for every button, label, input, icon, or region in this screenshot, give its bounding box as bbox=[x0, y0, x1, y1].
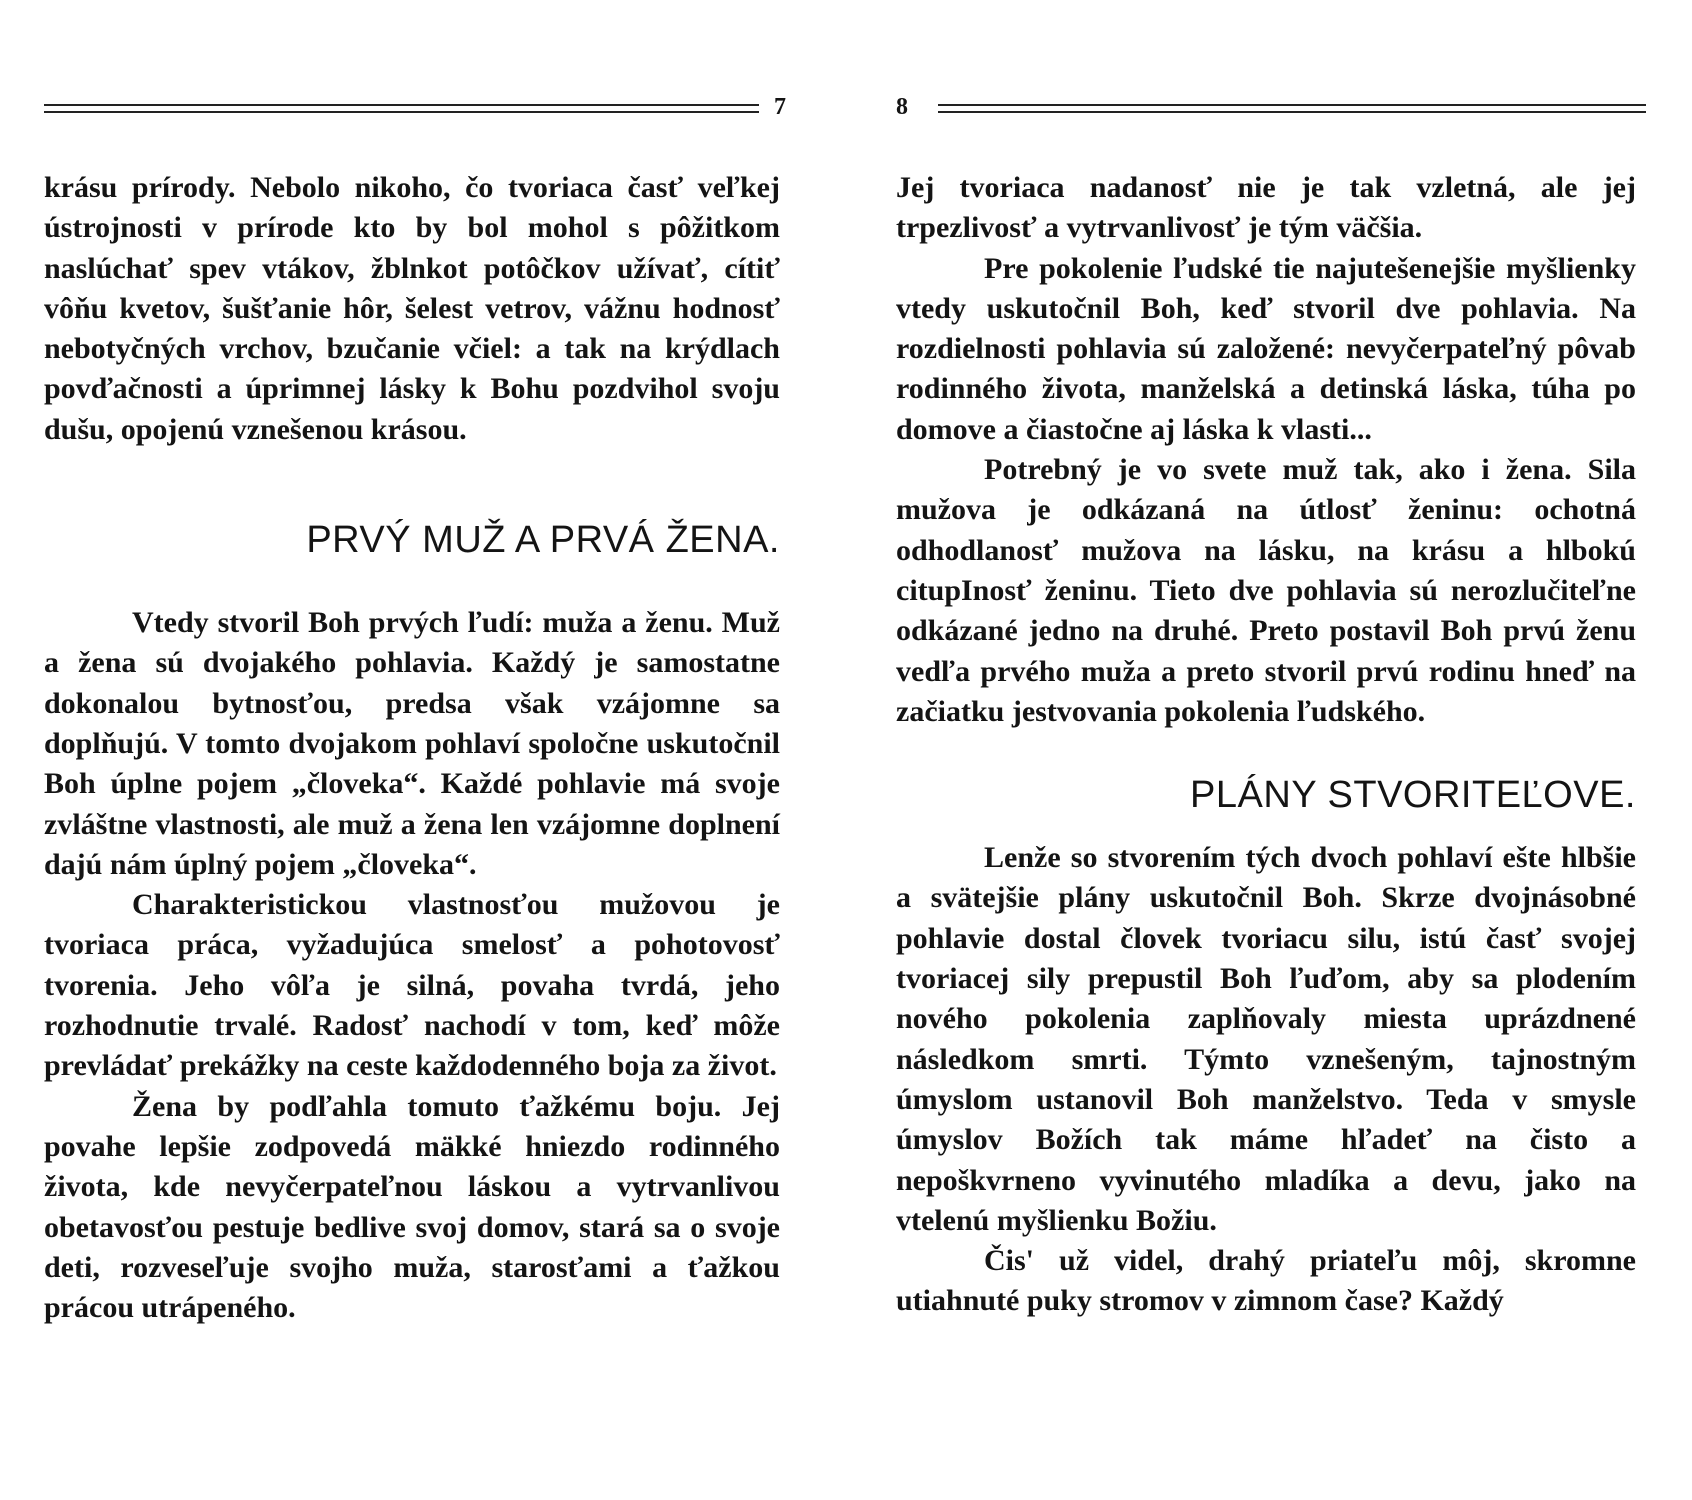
paragraph: Charakteristickou vlastnosťou mužovou je tvoriaca práca, vyžadujúca smelosť a pohotovosť tvorenia. Jeho vôľa je silná, povaha tvrdá, jeho rozhodnutie trvalé. Radosť nachodí v tom, keď môže prevládať prekážky na ceste každodenného boja za život. bbox=[44, 888, 780, 1083]
paragraph: Jej tvoriaca nadanosť nie je tak vzletná, ale jej trpezlivosť a vytrvanlivosť je tým väčšia. bbox=[896, 171, 1636, 245]
paragraph: krásu prírody. Nebolo nikoho, čo tvoriaca časť veľkej ústrojnosti v prírode kto by bol mohol s pôžitkom naslúchať spev vtákov, žblnkot potôčkov užívať, cítiť vôňu kvetov, šušťanie hôr, šelest vetrov, vážnu hodnosť nebotyčných vrchov, bzučanie včiel: a tak na krýdlach povďačnosti a úprimnej lásky k Bohu pozdvihol svoju dušu, opojenú vznešenou krásou. bbox=[44, 171, 780, 446]
paragraph: Lenže so stvorením tých dvoch pohlaví ešte hlbšie a svätejšie plány uskutočnil Boh. Skrze dvojnásobné pohlavie dostal človek tvoriacu silu, istú časť svojej tvoriacej sily prepustil Boh ľuďom, aby sa plodením nového pokolenia zaplňovaly miesta uprázdnené následkom smrti. Týmto vznešeným, tajnostným úmyslom ustanovil Boh manželstvo. Teda v smysle úmyslov Božích tak máme hľadeť na čisto a nepoškvrneno vyvinutého mladíka a devu, jako na vtelenú myšlienku Božiu. bbox=[896, 841, 1636, 1237]
section-heading: PRVÝ MUŽ A PRVÁ ŽENA. bbox=[306, 519, 780, 562]
paragraph: Čis' už videl, drahý priateľu môj, skromne utiahnuté puky stromov v zimnom čase? Každý bbox=[896, 1244, 1636, 1318]
header-rule bbox=[938, 104, 1646, 113]
left-running-head bbox=[44, 92, 814, 128]
right-page bbox=[896, 0, 1646, 1500]
right-running-head bbox=[896, 92, 1646, 128]
page-number: 8 bbox=[896, 94, 908, 120]
left-text-block bbox=[44, 168, 780, 1328]
paragraph: Potrebný je vo svete muž tak, ako i žena. Sila mužova je odkázaná na útlosť ženinu: ochotná odhodlanosť mužova na lásku, na krásu a hlbokú citupInosť ženinu. Tieto dve pohlavia sú nerozlučiteľne odkázané jedno na druhé. Preto postavil Boh prvú ženu vedľa prvého muža a preto stvoril prvú rodinu hneď na začiatku jestvovania pokolenia ľudského. bbox=[896, 453, 1636, 728]
paragraph: Pre pokolenie ľudské tie najutešenejšie myšlienky vtedy uskutočnil Boh, keď stvoril dve pohlavia. Na rozdielnosti pohlavia sú založené: nevyčerpateľný pôvab rodinného života, manželská a detinská láska, túha po domove a čiastočne aj láska k vlasti... bbox=[896, 251, 1636, 446]
page-number: 7 bbox=[774, 94, 786, 120]
left-page bbox=[44, 0, 814, 1500]
section-heading: PLÁNY STVORITEĽOVE. bbox=[1190, 774, 1636, 817]
right-text-block bbox=[896, 168, 1636, 1322]
paragraph: Vtedy stvoril Boh prvých ľudí: muža a ženu. Muž a žena sú dvojakého pohlavia. Každý je samostatne dokonalou bytnosťou, predsa však vzájomne sa doplňujú. V tomto dvojakom pohlaví spoločne uskutočnil Boh úplne pojem „človeka“. Každé pohlavie má svoje zvláštne vlastnosti, ale muž a žena len vzájomne doplnení dajú nám úplný pojem „človeka“. bbox=[44, 606, 780, 881]
header-rule bbox=[44, 104, 759, 113]
paragraph: Žena by podľahla tomuto ťažkému boju. Jej povahe lepšie zodpovedá mäkké hniezdo rodinného života, kde nevyčerpateľnou láskou a vytrvanlivou obetavosťou pestuje bedlive svoj domov, stará sa o svoje deti, rozveseľuje svojho muža, starosťami a ťažkou prácou utrápeného. bbox=[44, 1089, 780, 1325]
